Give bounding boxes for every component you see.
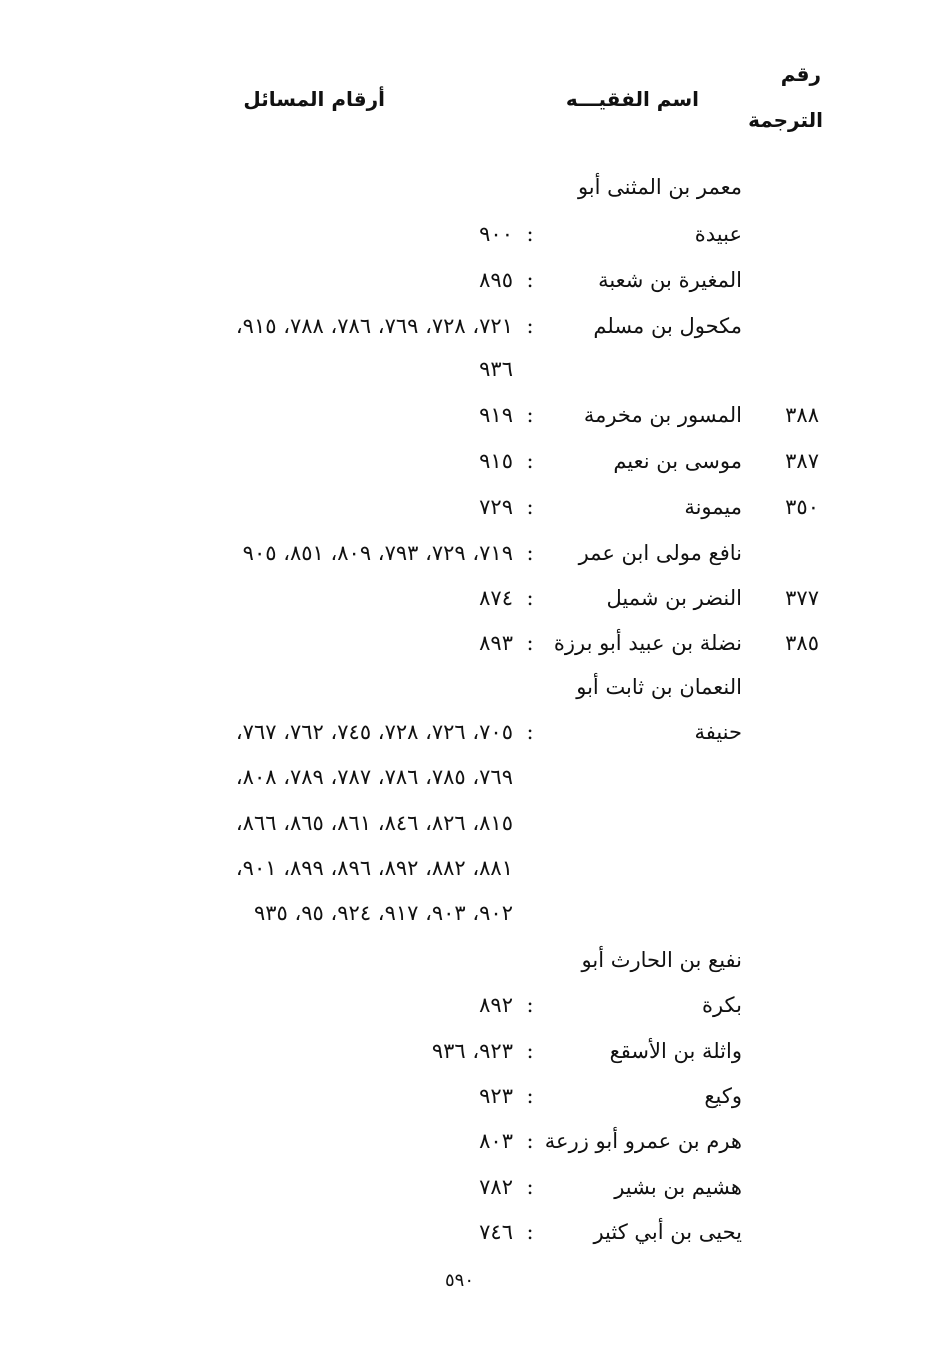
jurist-name: حنيفة: [694, 720, 742, 744]
jurist-name: يحيى بن أبي كثير: [593, 1220, 742, 1244]
jurist-name: نفيع بن الحارث أبو: [581, 948, 742, 972]
separator-colon: :: [526, 1039, 534, 1063]
header-translation-number-line1: رقم: [780, 62, 821, 86]
separator-colon: :: [526, 720, 534, 744]
index-row: [0, 446, 947, 476]
index-row: [0, 808, 947, 838]
index-row: [0, 672, 947, 702]
issue-numbers: ٧٨٢: [479, 1175, 513, 1199]
header-translation-number-line2: الترجمة: [748, 108, 823, 132]
separator-colon: :: [526, 631, 534, 655]
jurist-name: المغيرة بن شعبة: [598, 268, 742, 292]
index-row: [0, 1036, 947, 1066]
separator-colon: :: [526, 1175, 534, 1199]
index-row: [0, 628, 947, 658]
jurist-name: النضر بن شميل: [606, 586, 742, 610]
jurist-name: المسور بن مخرمة: [583, 403, 742, 427]
jurist-name: موسى بن نعيم: [613, 449, 742, 473]
index-row: [0, 1081, 947, 1111]
index-row: [0, 762, 947, 792]
separator-colon: :: [526, 993, 534, 1017]
issue-numbers: ٩٢٣: [479, 1084, 513, 1108]
index-row: [0, 492, 947, 522]
index-row: [0, 400, 947, 430]
index-row: [0, 990, 947, 1020]
index-row: [0, 1172, 947, 1202]
separator-colon: :: [526, 268, 534, 292]
separator-colon: :: [526, 314, 534, 338]
jurist-name: نافع مولى ابن عمر: [578, 541, 742, 565]
issue-numbers: ٧٢٩: [479, 495, 513, 519]
issue-numbers: ٧٤٦: [479, 1220, 513, 1244]
index-row: [0, 1217, 947, 1247]
issue-numbers: ٧٠٥، ٧٢٦، ٧٢٨، ٧٤٥، ٧٦٢، ٧٦٧،: [235, 720, 513, 744]
jurist-name: النعمان بن ثابت أبو: [576, 675, 742, 699]
issue-numbers: ٧٢١، ٧٢٨، ٧٦٩، ٧٨٦، ٧٨٨، ٩١٥،: [235, 314, 513, 338]
index-row: [0, 172, 947, 202]
translation-number: ٣٨٥: [785, 631, 819, 655]
page-number: ٥٩٠: [445, 1270, 475, 1291]
issue-numbers: ٧١٩، ٧٢٩، ٧٩٣، ٨٠٩، ٨٥١، ٩٠٥: [242, 541, 513, 565]
issue-numbers: ٨٩٢: [479, 993, 513, 1017]
translation-number: ٣٨٧: [785, 449, 819, 473]
issue-numbers: ٨٨١، ٨٨٢، ٨٩٢، ٨٩٦، ٨٩٩، ٩٠١،: [235, 856, 513, 880]
separator-colon: :: [526, 586, 534, 610]
separator-colon: :: [526, 495, 534, 519]
separator-colon: :: [526, 1220, 534, 1244]
issue-numbers: ٩١٩: [479, 403, 513, 427]
translation-number: ٣٨٨: [785, 403, 819, 427]
index-row: [0, 945, 947, 975]
jurist-name: نضلة بن عبيد أبو برزة: [553, 631, 742, 655]
separator-colon: :: [526, 222, 534, 246]
issue-numbers: ٩٠٢، ٩٠٣، ٩١٧، ٩٢٤، ٩٥، ٩٣٥: [253, 901, 513, 925]
issue-numbers: ٨٩٥: [479, 268, 513, 292]
issue-numbers: ٨٠٣: [479, 1129, 513, 1153]
issue-numbers: ٧٦٩، ٧٨٥، ٧٨٦، ٧٨٧، ٧٨٩، ٨٠٨،: [235, 765, 513, 789]
index-row: [0, 219, 947, 249]
issue-numbers: ٨٧٤: [479, 586, 513, 610]
index-row: [0, 1126, 947, 1156]
translation-number: ٣٥٠: [785, 495, 819, 519]
issue-numbers: ٩٠٠: [479, 222, 513, 246]
index-row: [0, 265, 947, 295]
index-row: [0, 311, 947, 341]
index-row: [0, 898, 947, 928]
separator-colon: :: [526, 1084, 534, 1108]
issue-numbers: ٩٢٣، ٩٣٦: [431, 1039, 513, 1063]
jurist-name: وكيع: [704, 1084, 742, 1108]
jurist-name: هرم بن عمرو أبو زرعة: [544, 1129, 742, 1153]
index-row: [0, 538, 947, 568]
issue-numbers: ٩١٥: [479, 449, 513, 473]
separator-colon: :: [526, 449, 534, 473]
jurist-name: ميمونة: [684, 495, 742, 519]
jurist-name: مكحول بن مسلم: [593, 314, 742, 338]
separator-colon: :: [526, 1129, 534, 1153]
index-row: [0, 583, 947, 613]
separator-colon: :: [526, 541, 534, 565]
index-row: [0, 717, 947, 747]
header-issue-numbers: أرقام المسائل: [243, 87, 385, 111]
header-jurist-name: اسم الفقيـــه: [565, 87, 699, 111]
jurist-name: هشيم بن بشير: [614, 1175, 742, 1199]
jurist-name: واثلة بن الأسقع: [609, 1039, 742, 1063]
translation-number: ٣٧٧: [785, 586, 819, 610]
index-row: [0, 853, 947, 883]
issue-numbers: ٨٩٣: [479, 631, 513, 655]
jurist-name: عبيدة: [694, 222, 742, 246]
issue-numbers: ٨١٥، ٨٢٦، ٨٤٦، ٨٦١، ٨٦٥، ٨٦٦،: [235, 811, 513, 835]
issue-numbers: ٩٣٦: [479, 357, 513, 381]
jurist-name: معمر بن المثنى أبو: [577, 175, 742, 199]
jurist-name: بكرة: [701, 993, 742, 1017]
separator-colon: :: [526, 403, 534, 427]
index-row: [0, 354, 947, 384]
